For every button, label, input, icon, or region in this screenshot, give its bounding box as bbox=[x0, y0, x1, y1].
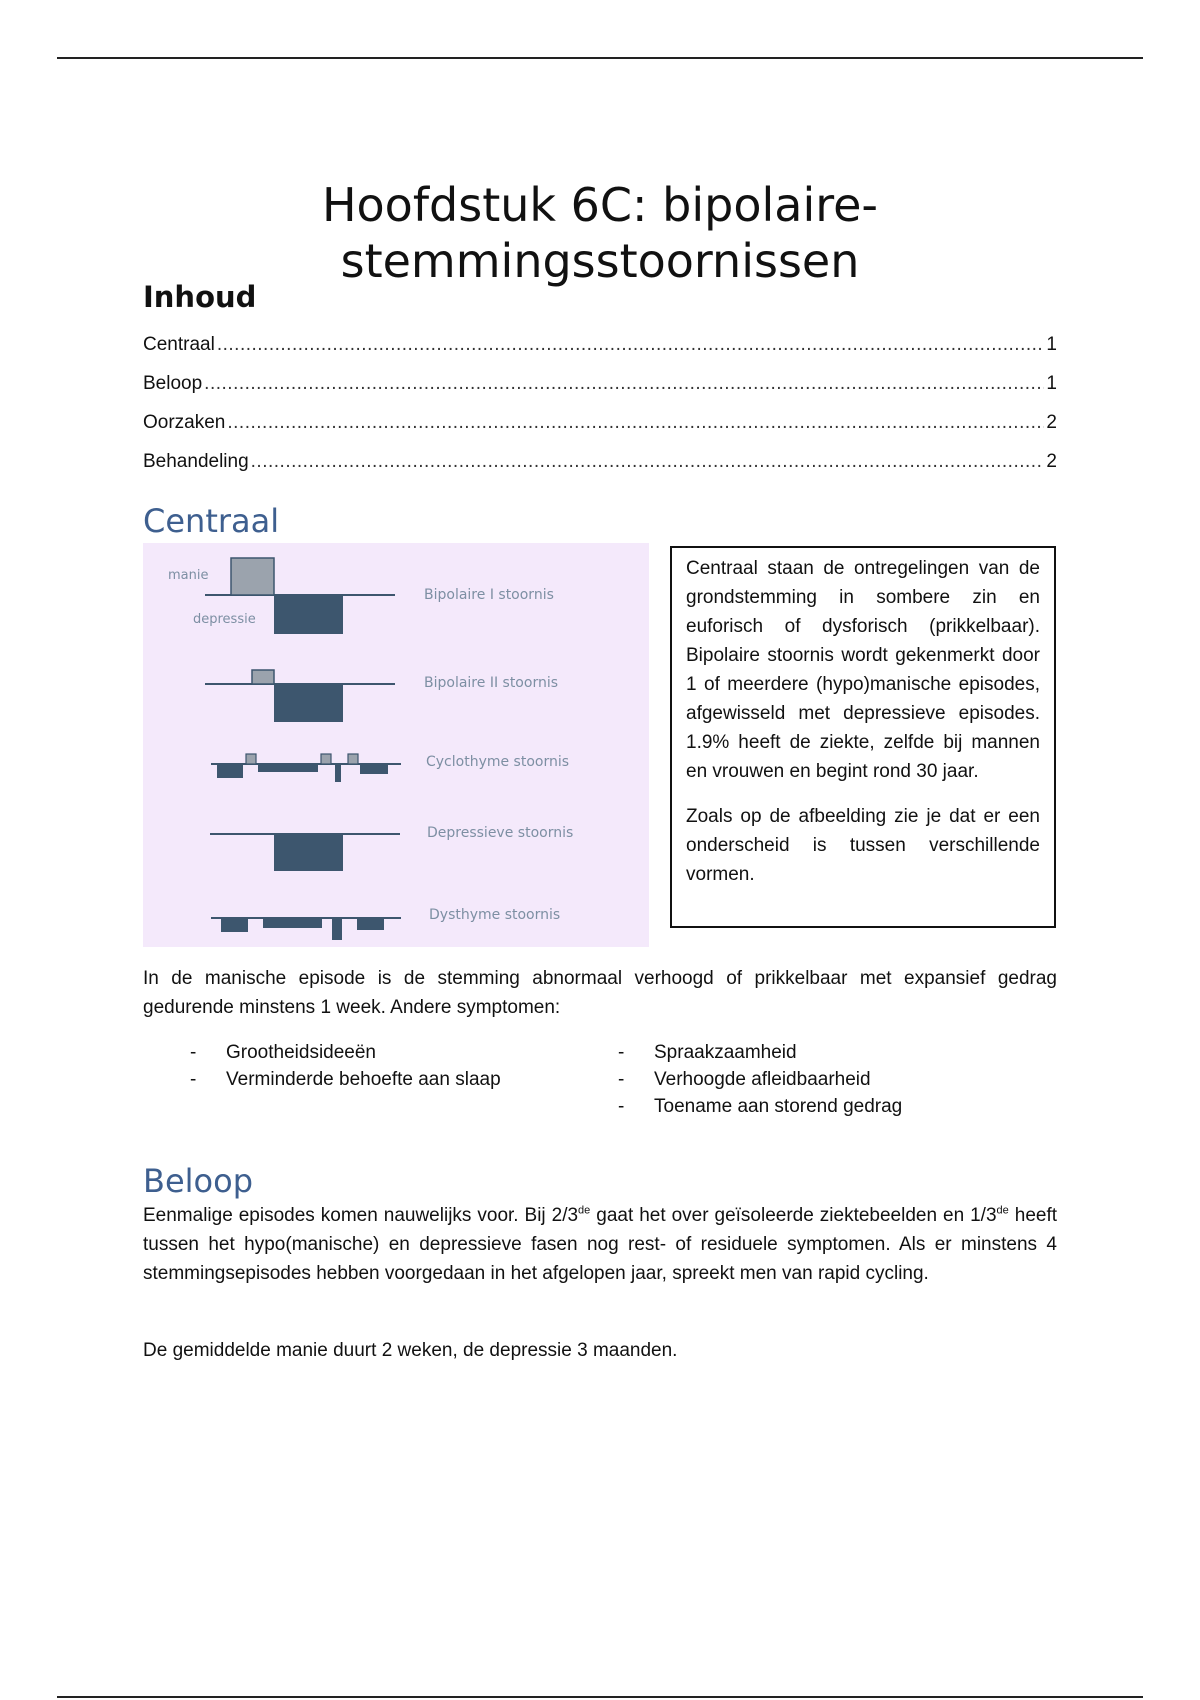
list-item-text: Verminderde behoefte aan slaap bbox=[226, 1069, 501, 1090]
toc-entry-page: 1 bbox=[1046, 334, 1057, 355]
list-item-text: Spraakzaamheid bbox=[654, 1042, 797, 1063]
page-title bbox=[143, 177, 1057, 289]
list-item-text: Toename aan storend gedrag bbox=[654, 1096, 903, 1117]
graph-bipolaire-2 bbox=[205, 670, 395, 722]
section-heading-beloop: Beloop bbox=[143, 1162, 253, 1200]
toc-entry-label: Centraal bbox=[143, 334, 215, 355]
bullet-dash: - bbox=[618, 1042, 625, 1063]
hypomanie-block bbox=[252, 670, 274, 684]
footer-rule bbox=[57, 1696, 1143, 1698]
toc-leader bbox=[227, 412, 1044, 434]
summary-paragraph-2: Zoals op de afbeelding zie je dat er een onderscheid is tussen verschillende vormen. bbox=[686, 806, 1040, 885]
bullet-dash: - bbox=[618, 1096, 625, 1117]
superscript: de bbox=[578, 1204, 591, 1217]
toc-entry-label: Behandeling bbox=[143, 451, 249, 472]
toc-entry-page: 1 bbox=[1046, 373, 1057, 394]
label-bipolaire-1: Bipolaire I stoornis bbox=[424, 587, 554, 603]
summary-textbox bbox=[670, 546, 1056, 928]
depressie-block bbox=[274, 834, 343, 871]
symptom-list-right bbox=[618, 1039, 903, 1120]
toc-entry-page: 2 bbox=[1046, 451, 1057, 472]
toc-leader bbox=[251, 451, 1045, 473]
page-title-line1: Hoofdstuk 6C: bipolaire- bbox=[321, 177, 879, 232]
label-depressie: depressie bbox=[193, 612, 256, 627]
toc-leader bbox=[204, 373, 1044, 395]
mood-disorder-diagram bbox=[143, 543, 649, 947]
list-item-text: Verhoogde afleidbaarheid bbox=[654, 1069, 871, 1090]
list-item bbox=[190, 1039, 501, 1066]
list-item bbox=[618, 1039, 902, 1066]
toc-leader bbox=[217, 334, 1045, 356]
toc-entry-behandeling[interactable] bbox=[143, 451, 1057, 490]
toc-entry-oorzaken[interactable] bbox=[143, 412, 1057, 451]
depressie-block bbox=[274, 595, 343, 634]
section-heading-centraal: Centraal bbox=[143, 502, 280, 540]
depressie-block bbox=[274, 684, 343, 722]
beloop-paragraph-1 bbox=[143, 1201, 1057, 1288]
bullet-dash: - bbox=[190, 1042, 197, 1063]
toc-entry-centraal[interactable] bbox=[143, 334, 1057, 373]
label-cyclothyme: Cyclothyme stoornis bbox=[426, 754, 570, 770]
beloop-text-b: gaat het over geïsoleerde ziektebeelden en 1/3 bbox=[590, 1205, 997, 1226]
header-rule bbox=[57, 57, 1143, 59]
list-item bbox=[190, 1066, 501, 1093]
manie-block bbox=[231, 558, 274, 595]
toc-heading: Inhoud bbox=[143, 280, 257, 314]
label-bipolaire-2: Bipolaire II stoornis bbox=[424, 675, 559, 691]
beloop-paragraph-2: De gemiddelde manie duurt 2 weken, de depressie 3 maanden. bbox=[143, 1340, 678, 1361]
superscript: de bbox=[996, 1204, 1009, 1217]
page-title-line2: stemmingsstoornissen bbox=[340, 233, 860, 288]
beloop-text-a: Eenmalige episodes komen nauwelijks voor. Bij 2/3 bbox=[143, 1205, 579, 1226]
toc-entry-label: Oorzaken bbox=[143, 412, 226, 433]
list-item-text: Grootheidsideeën bbox=[226, 1042, 376, 1063]
toc-entry-label: Beloop bbox=[143, 373, 203, 394]
graph-dysthyme bbox=[211, 918, 401, 940]
graph-depressieve bbox=[210, 834, 400, 871]
label-dysthyme: Dysthyme stoornis bbox=[429, 907, 561, 923]
manic-episode-paragraph: In de manische episode is de stemming abnormaal verhoogd of prikkelbaar met expansief gedrag gedurende minstens 1 week. Andere symptomen: bbox=[143, 968, 1057, 1018]
summary-paragraph-1: Centraal staan de ontregelingen van de grondstemming in sombere zin en euforisch of dysforisch (prikkelbaar). Bipolaire stoornis wordt gekenmerkt door 1 of meerdere (hypo)manische episodes, afgewisseld met depressieve episodes. 1.9% heeft de ziekte, zelfde bij mannen en vrouwen en begint rond 30 jaar. bbox=[686, 558, 1040, 782]
table-of-contents bbox=[143, 334, 1057, 490]
list-item bbox=[618, 1066, 902, 1093]
beloop-text-c: heeft tussen het hypo(manische) en depressieve fasen nog rest- of residuele symptomen. Als er minstens 4 stemmingsepisodes hebben voorgedaan in het afgelopen jaar, spreekt men van rapid cycling. bbox=[143, 1205, 1058, 1284]
bullet-dash: - bbox=[618, 1069, 625, 1090]
bullet-dash: - bbox=[190, 1069, 197, 1090]
label-manie: manie bbox=[168, 568, 209, 583]
toc-entry-beloop[interactable] bbox=[143, 373, 1057, 412]
list-item bbox=[618, 1093, 903, 1120]
label-depressieve: Depressieve stoornis bbox=[427, 825, 574, 841]
graph-cyclothyme bbox=[211, 754, 401, 782]
symptom-list-left bbox=[190, 1039, 501, 1093]
mood-disorder-svg bbox=[143, 543, 649, 947]
toc-entry-page: 2 bbox=[1046, 412, 1057, 433]
